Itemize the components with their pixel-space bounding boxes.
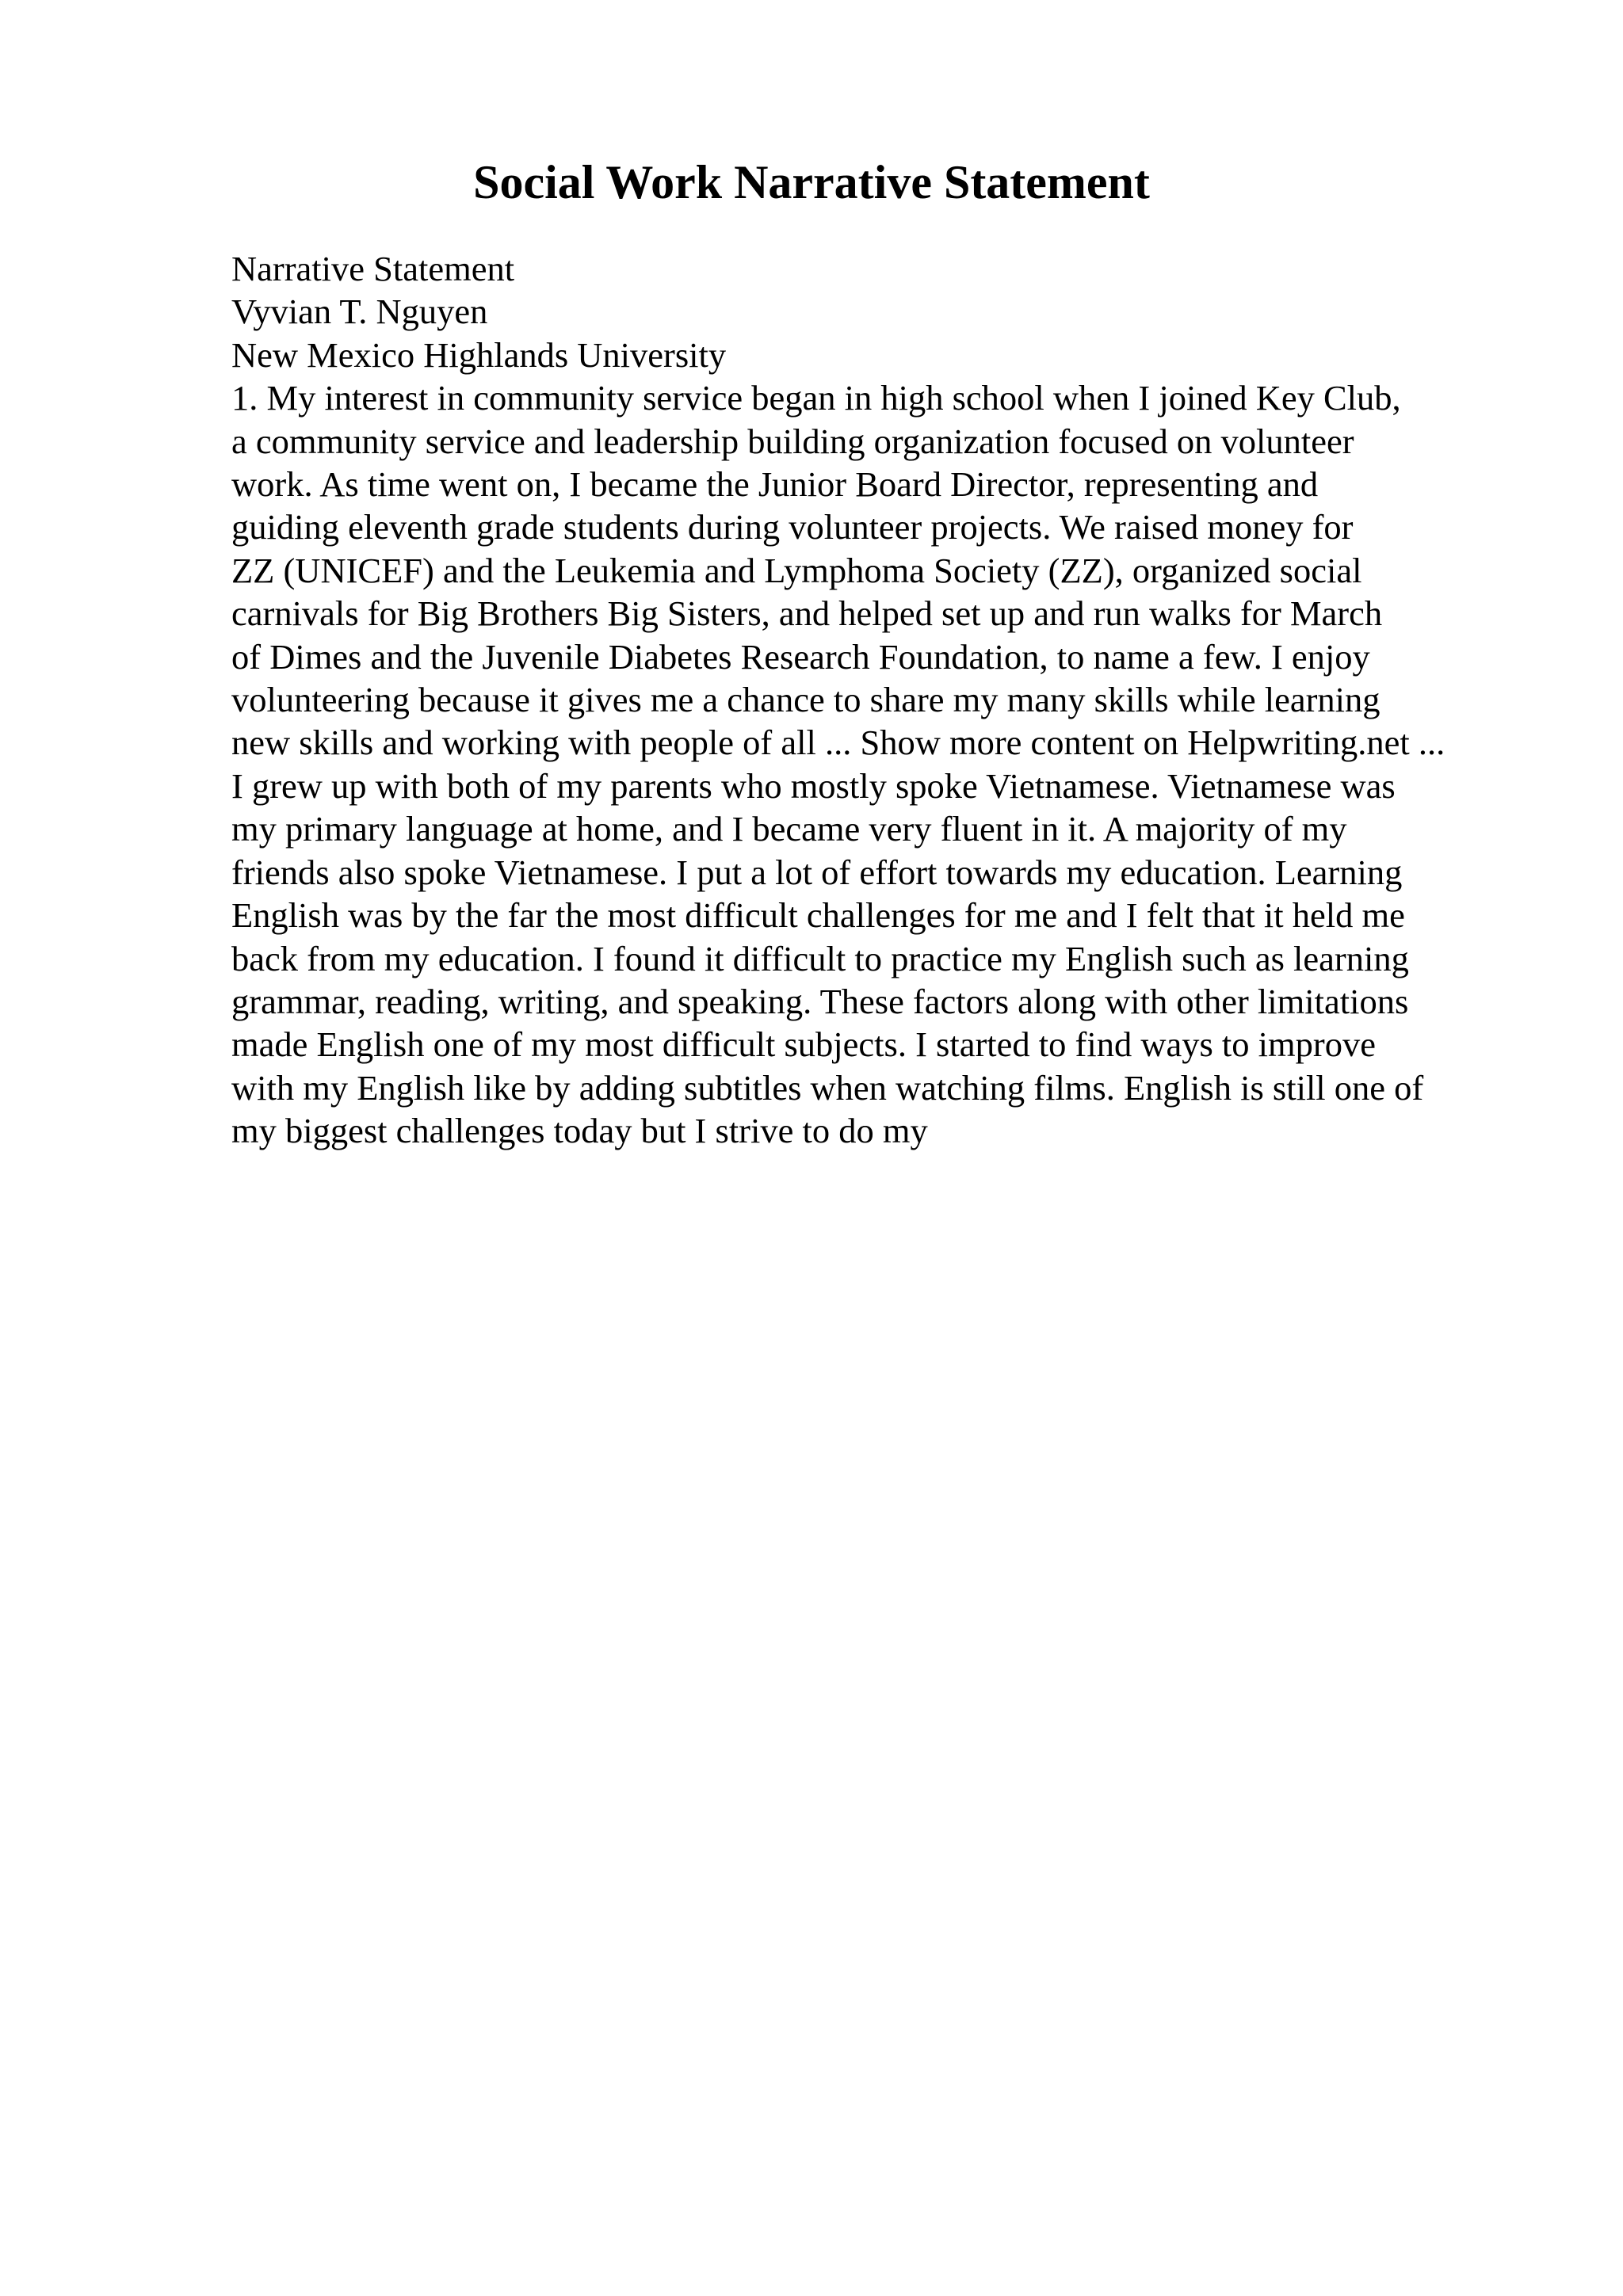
body-line: volunteering because it gives me a chance to share my many skills while learning — [231, 680, 1381, 720]
body-line: grammar, reading, writing, and speaking. These factors along with other limitations — [231, 981, 1409, 1021]
body-line: I grew up with both of my parents who mostly spoke Vietnamese. Vietnamese was — [231, 765, 1396, 806]
document-title: Social Work Narrative Statement — [473, 156, 1150, 208]
body-line: 1. My interest in community service began in high school when I joined Key Club, — [231, 378, 1401, 418]
body-line: a community service and leadership building organization focused on volunteer — [231, 421, 1354, 461]
body-line: English was by the far the most difficult challenges for me and I felt that it held me — [231, 895, 1405, 936]
body-line: back from my education. I found it difficult to practice my English such as learning — [231, 938, 1409, 978]
body-line: my primary language at home, and I became very fluent in it. A majority of my — [231, 809, 1347, 849]
body-line: friends also spoke Vietnamese. I put a lot of effort towards my education. Learning — [231, 852, 1403, 892]
body-line: work. As time went on, I became the Junior Board Director, representing and — [231, 464, 1319, 505]
header-line-university: New Mexico Highlands University — [231, 334, 727, 375]
document-body — [231, 247, 1579, 1153]
body-line: new skills and working with people of all ... Show more content on Helpwriting.net ... — [231, 723, 1445, 763]
header-line-statement: Narrative Statement — [231, 249, 515, 288]
header-line-author: Vyvian T. Nguyen — [231, 292, 488, 332]
body-line: my biggest challenges today but I strive to do my — [231, 1111, 928, 1151]
body-line: ZZ (UNICEF) and the Leukemia and Lymphoma Society (ZZ), organized social — [231, 550, 1362, 590]
body-line: with my English like by adding subtitles when watching films. English is still one of — [231, 1067, 1424, 1108]
body-line: of Dimes and the Juvenile Diabetes Research Foundation, to name a few. I enjoy — [231, 636, 1370, 677]
body-line: carnivals for Big Brothers Big Sisters, and helped set up and run walks for March — [231, 593, 1383, 634]
body-line: guiding eleventh grade students during volunteer projects. We raised money for — [231, 507, 1354, 547]
body-line: made English one of my most difficult subjects. I started to find ways to improve — [231, 1024, 1376, 1065]
